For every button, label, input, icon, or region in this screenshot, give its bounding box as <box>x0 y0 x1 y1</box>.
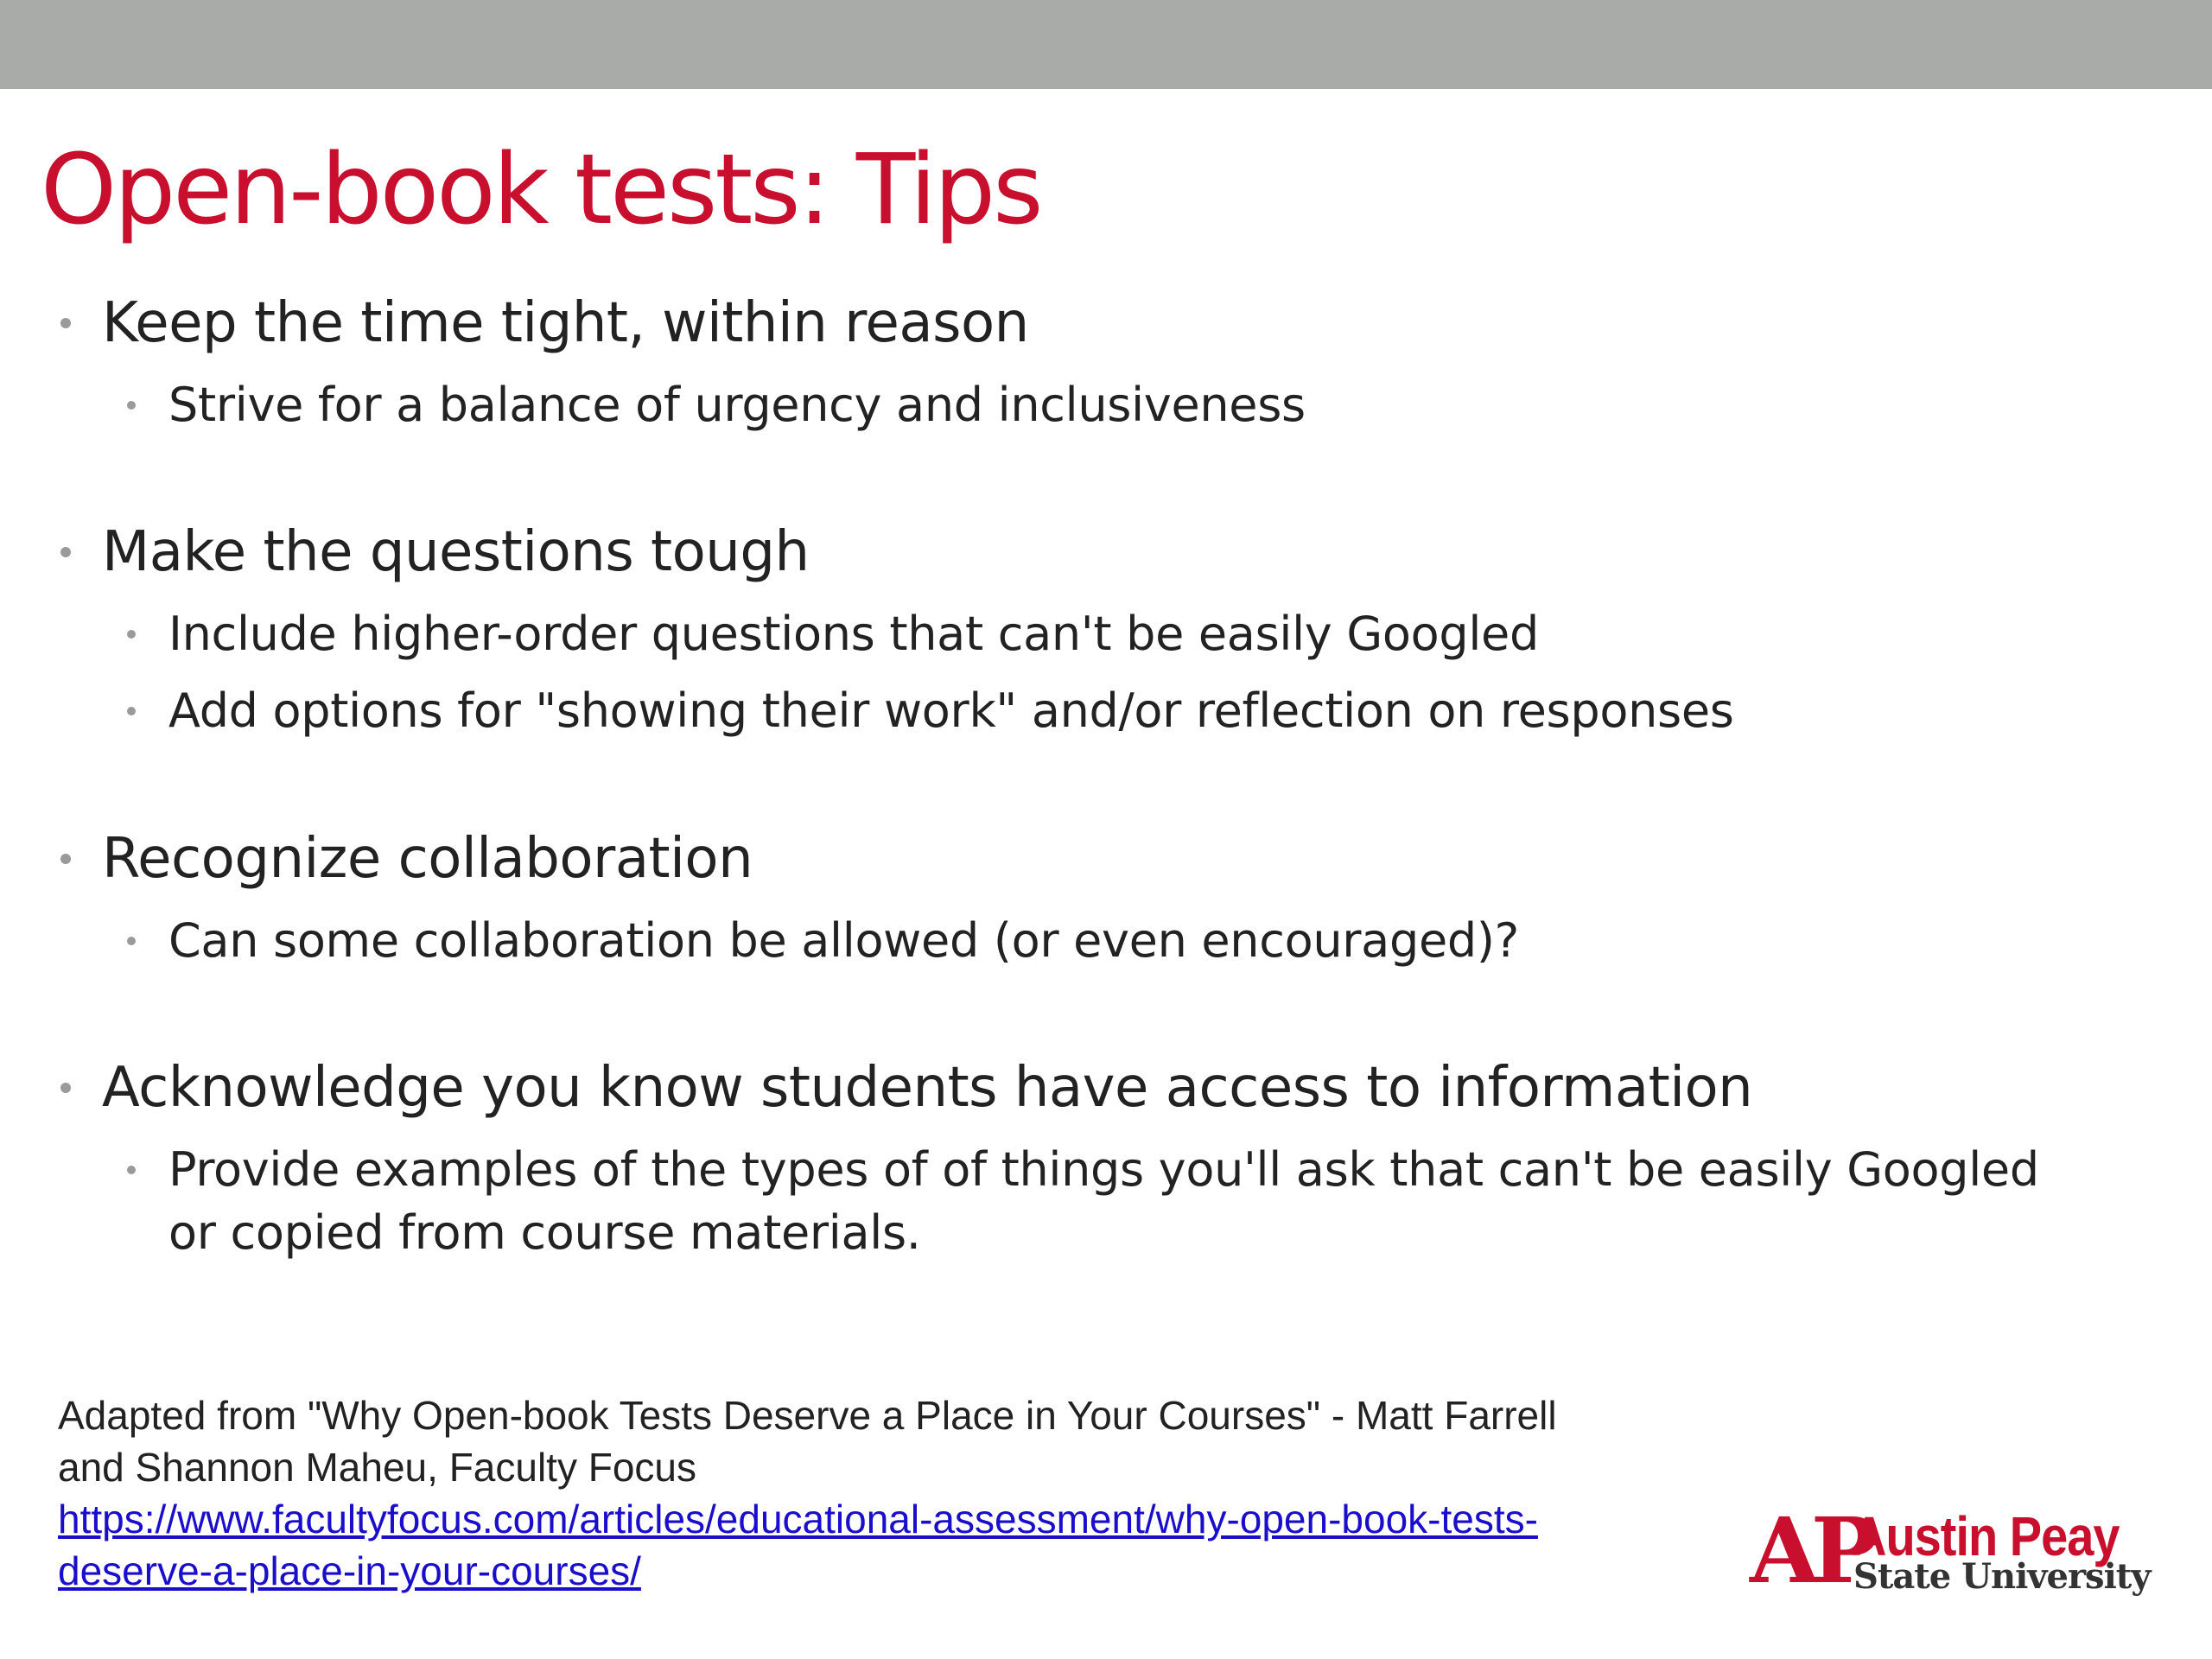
sub-bullet-dot <box>127 630 136 639</box>
logo-subtitle: State University <box>1853 1556 2151 1597</box>
bullet-2-sub-1: Include higher-order questions that can't be easily Googled <box>168 607 1539 661</box>
slide-title: Open-book tests: Tips <box>41 134 1041 246</box>
bullet-dot <box>60 854 71 864</box>
bullet-4: Acknowledge you know students have access to information <box>102 1056 1753 1120</box>
citation-line-2: and Shannon Maheu, Faculty Focus <box>58 1445 697 1490</box>
source-link-line-1[interactable]: https://www.facultyfocus.com/articles/educational-assessment/why-open-book-tests- <box>58 1497 1538 1541</box>
sub-bullet-dot <box>127 937 136 945</box>
top-band <box>0 0 2212 89</box>
source-link-line-2[interactable]: deserve-a-place-in-your-courses/ <box>58 1548 641 1593</box>
bullet-dot <box>60 1083 71 1093</box>
sub-bullet-dot <box>127 401 136 410</box>
logo-name: Austin Peay <box>1852 1504 2120 1567</box>
bullet-1: Keep the time tight, within reason <box>102 291 1029 355</box>
citation-line-1: Adapted from "Why Open-book Tests Deserve a Place in Your Courses" - Matt Farrell <box>58 1393 1557 1438</box>
bullet-4-sub-1-cont: or copied from course materials. <box>168 1205 921 1260</box>
university-logo <box>1750 1497 2151 1604</box>
bullet-2: Make the questions tough <box>102 520 810 584</box>
sub-bullet-dot <box>127 1166 136 1174</box>
bullet-4-sub-1: Provide examples of the types of of things you'll ask that can't be easily Googled <box>168 1142 2039 1197</box>
bullet-1-sub-1: Strive for a balance of urgency and inclusiveness <box>168 378 1306 432</box>
bullet-dot <box>60 547 71 557</box>
logo-mark: AP <box>1750 1497 1870 1604</box>
citation <box>58 1389 1717 1597</box>
bullet-2-sub-2: Add options for "showing their work" and/or reflection on responses <box>168 683 1734 738</box>
bullet-dot <box>60 318 71 328</box>
bullet-3-sub-1: Can some collaboration be allowed (or even encouraged)? <box>168 913 1519 968</box>
sub-bullet-dot <box>127 707 136 715</box>
bullet-3: Recognize collaboration <box>102 827 753 891</box>
